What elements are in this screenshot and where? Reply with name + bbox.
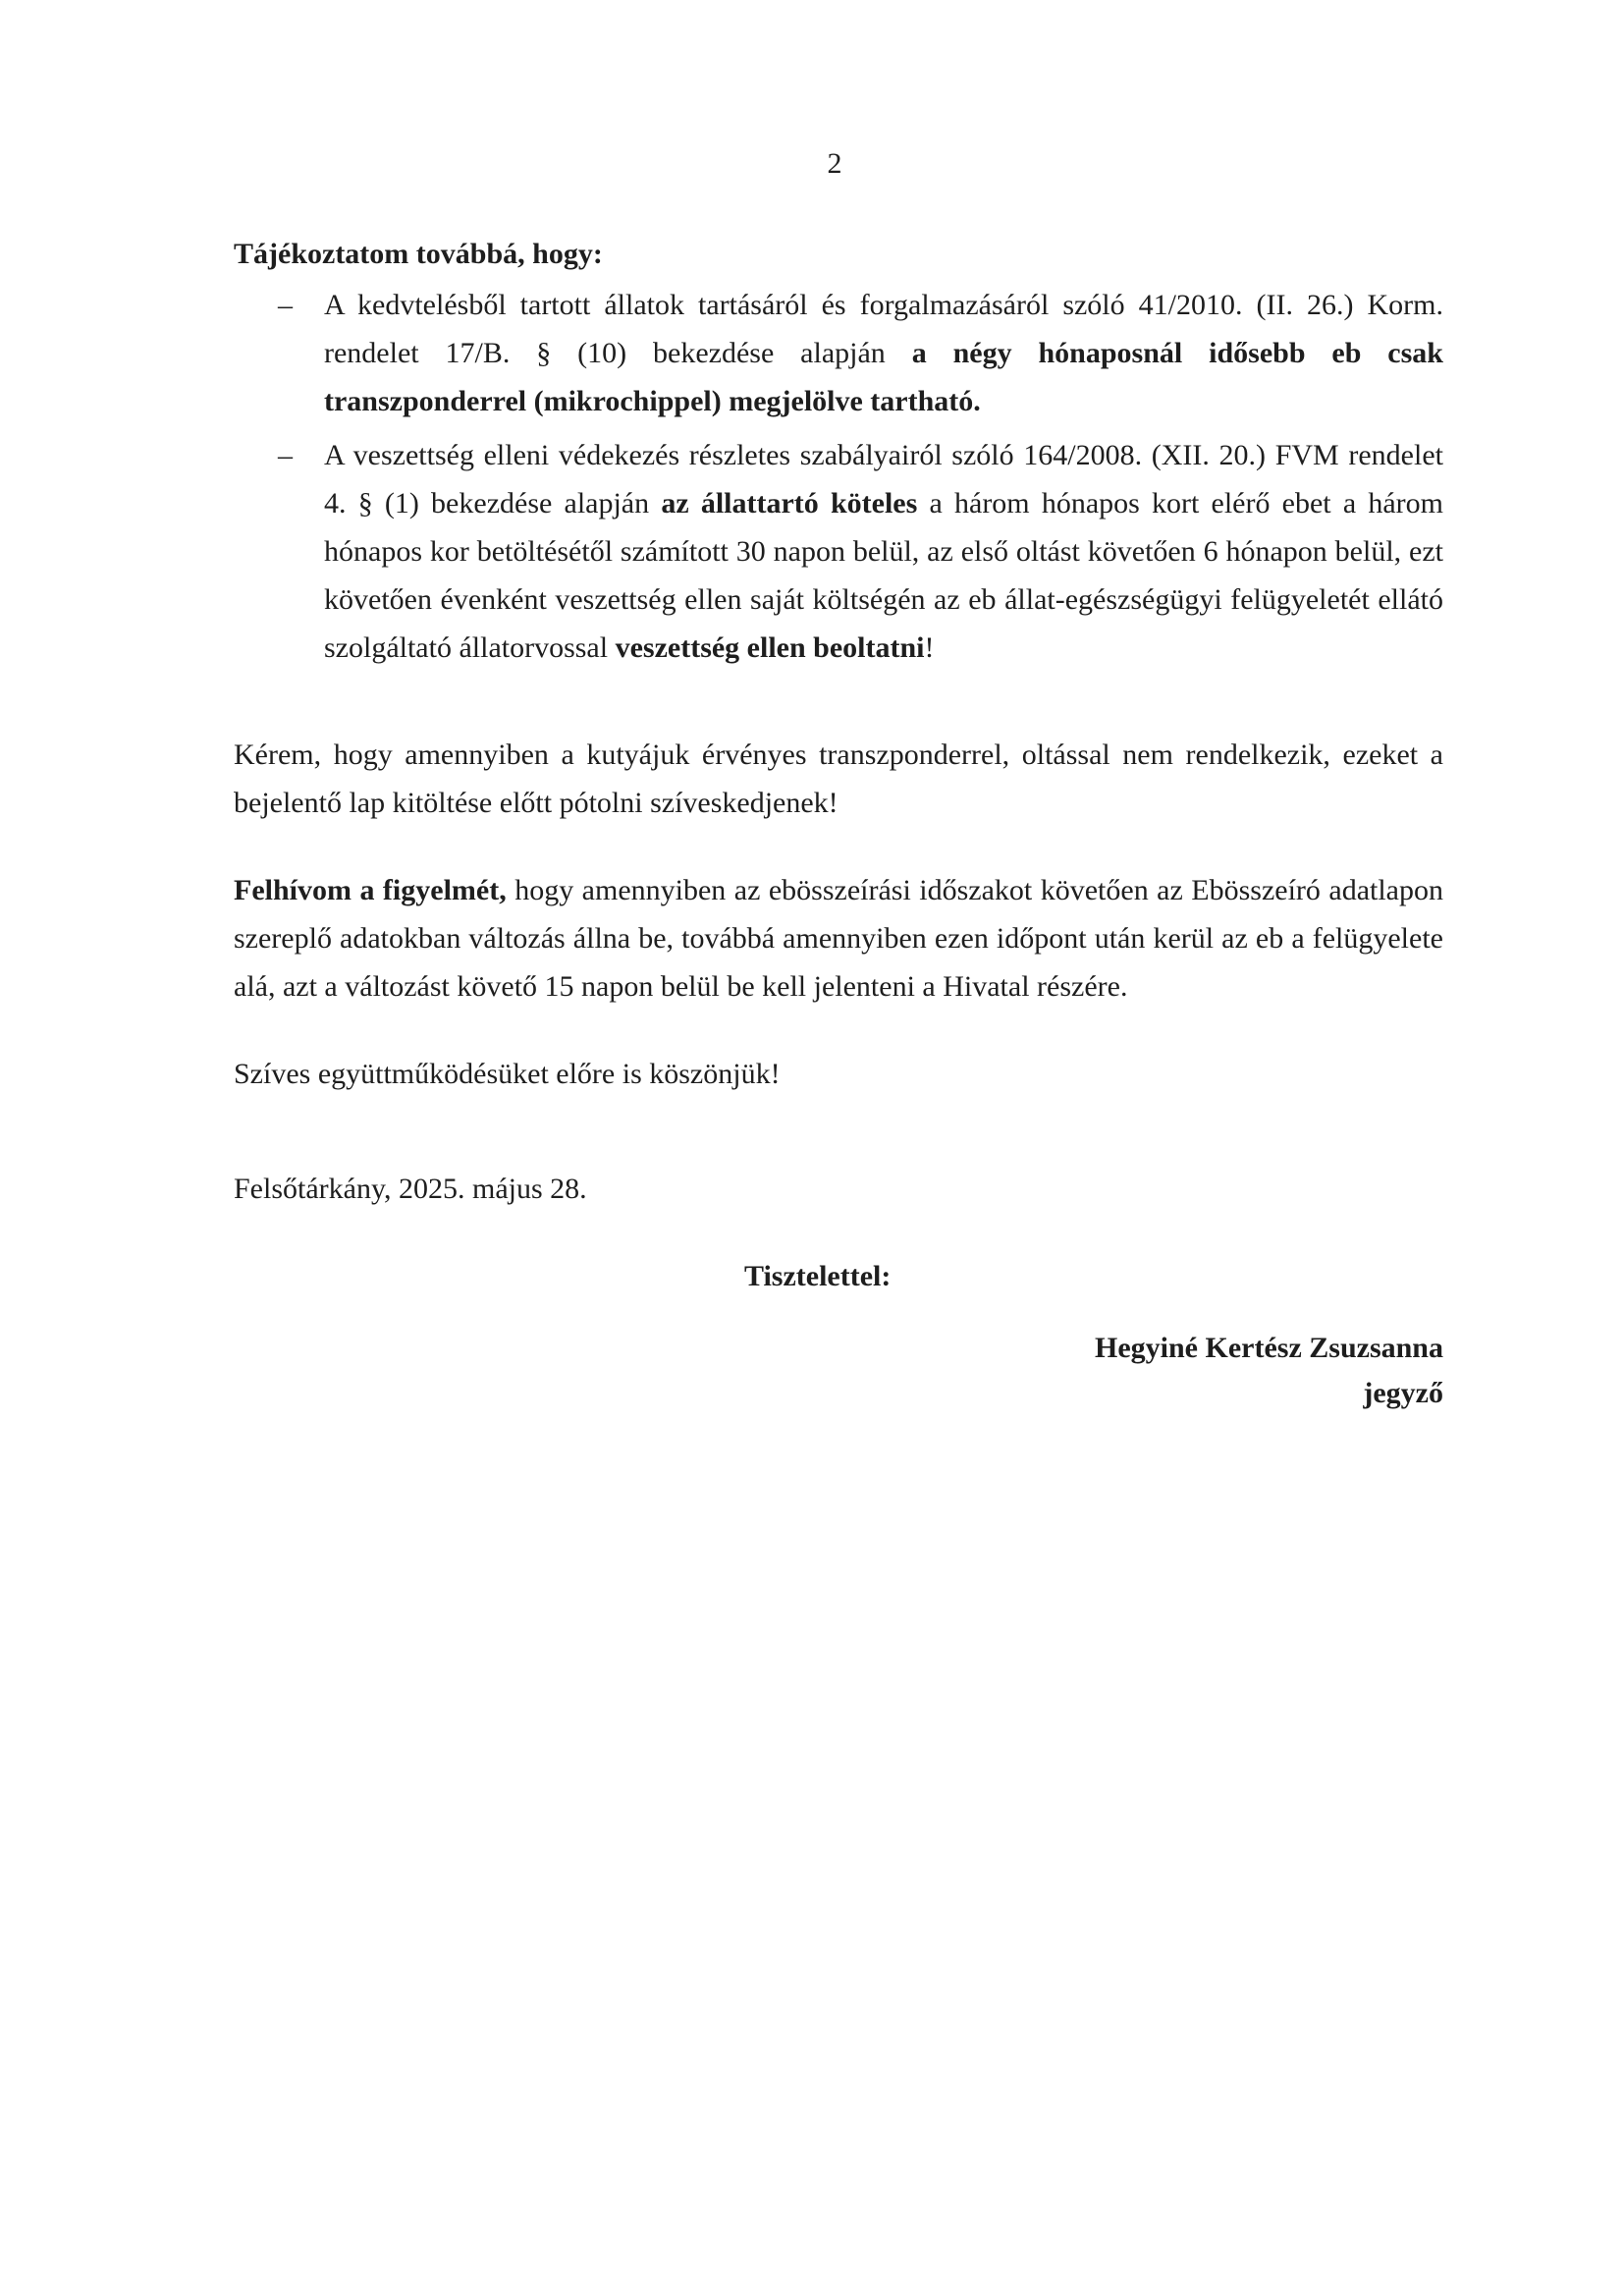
bullet-bold-run: veszettség ellen beoltatni xyxy=(615,631,925,664)
bullet-text xyxy=(324,431,1443,672)
bullet-text-run: a három hónapos kort elérő ebet a három hónapos kor betöltésétől számított 30 napon belül, az első oltást követően 6 hónapon belül, ezt követően évenként veszettség ellen saját költségén az eb állat-egészségügyi felügyeletét ellátó szolgáltató állatorvossal xyxy=(324,487,1443,664)
thanks-paragraph: Szíves együttműködésüket előre is köszönjük! xyxy=(234,1058,781,1090)
signature-block xyxy=(234,1326,1443,1416)
bullet-bold-run: az állattartó köteles xyxy=(661,487,918,519)
bullet-dash: – xyxy=(278,289,293,321)
bullet-text xyxy=(324,281,1443,425)
request-paragraph: Kérem, hogy amennyiben a kutyájuk érvényes transzponderrel, oltással nem rendelkezik, ezeket a bejelentő lap kitöltése előtt pótolni szíveskedjenek! xyxy=(234,738,1443,819)
attention-text: hogy amennyiben az ebösszeírási időszakot követően az Ebösszeíró adatlapon szereplő adatokban változás állna be, továbbá amennyiben ezen időpont után kerül az eb a felügyelete alá, azt a változást követő 15 napon belül be kell jelenteni a Hivatal részére. xyxy=(234,874,1444,1003)
bullet-item xyxy=(234,431,1443,672)
attention-paragraph xyxy=(234,866,1443,1011)
signatory-name: Hegyiné Kertész Zsuzsanna xyxy=(1095,1332,1443,1364)
place-date: Felsőtárkány, 2025. május 28. xyxy=(234,1173,587,1205)
signatory-title: jegyző xyxy=(1363,1377,1443,1409)
bullet-text-run: ! xyxy=(924,631,935,664)
intro-heading: Tájékoztatom továbbá, hogy: xyxy=(234,238,603,270)
letter-body xyxy=(234,230,1443,1416)
bullet-text-run: A veszettség elleni védekezés részletes szabályairól szóló 164/2008. (XII. 20.) FVM rendelet 4. § (1) bekezdése alapján xyxy=(324,439,1443,519)
bullet-bold-run: a négy hónaposnál idősebb eb csak transzponderrel (mikrochippel) megjelölve tartható. xyxy=(324,337,1443,417)
page-number: 2 xyxy=(827,147,842,180)
attention-bold: Felhívom a figyelmét, xyxy=(234,874,507,906)
bullet-text-run: A kedvtelésből tartott állatok tartásáról és forgalmazásáról szóló 41/2010. (II. 26.) Korm. rendelet 17/B. § (10) bekezdése alapján xyxy=(324,289,1443,369)
bullet-item xyxy=(234,281,1443,425)
bullet-dash: – xyxy=(278,439,293,471)
closing-salutation: Tisztelettel: xyxy=(744,1260,892,1292)
